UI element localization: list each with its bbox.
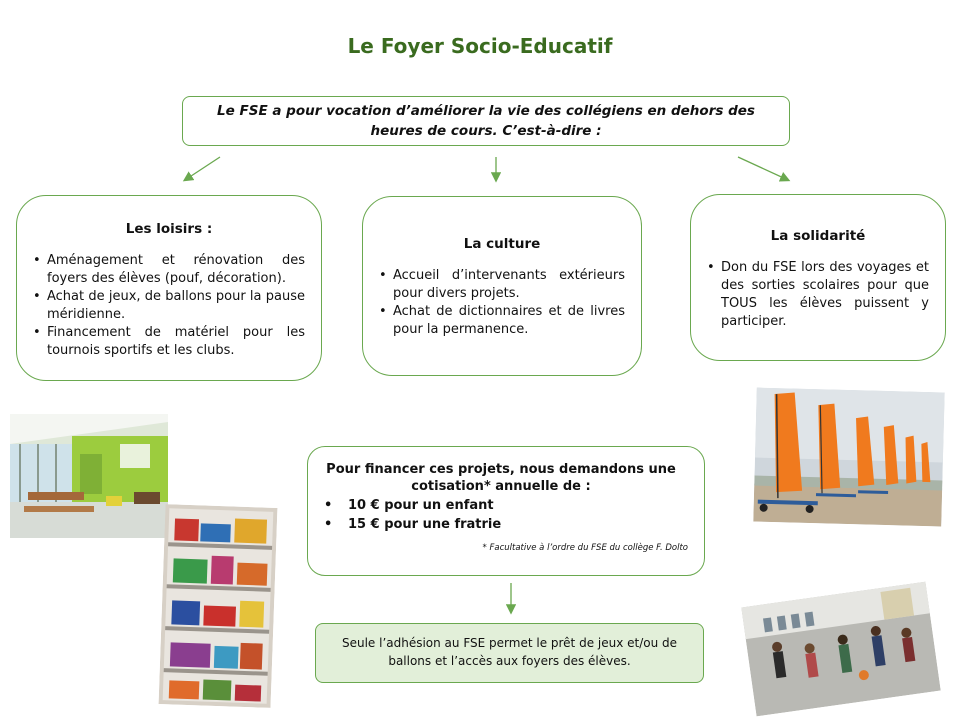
page-title: Le Foyer Socio-Educatif <box>347 34 613 58</box>
finance-heading: Pour financer ces projets, nous demandons une cotisation* annuelle de : <box>326 462 676 494</box>
photo-games-shelf <box>159 504 278 708</box>
intro-line-2: heures de cours. C’est-à-dire : <box>370 123 602 139</box>
list-item: • 15 € pour une fratrie <box>322 516 680 533</box>
photo-sand-yachts <box>753 388 944 527</box>
adhesion-line-1: Seule l’adhésion au FSE permet le prêt de jeux et/ou de <box>341 636 678 650</box>
card-culture-list <box>379 267 625 339</box>
card-solidarite <box>690 194 946 361</box>
photo-foyer-room <box>10 414 168 538</box>
card-solidarite-list <box>707 259 929 331</box>
card-loisirs-list <box>33 252 305 360</box>
arrow-to-solidarite <box>738 157 788 180</box>
list-item: • 10 € pour un enfant <box>322 497 680 514</box>
list-item: • Aménagement et rénovation des foyers des élèves (pouf, décoration). <box>33 252 305 288</box>
adhesion-line-2: ballons et l’accès aux foyers des élèves. <box>388 654 631 668</box>
finance-list <box>322 497 680 533</box>
list-item: • Achat de jeux, de ballons pour la pause méridienne. <box>33 288 305 324</box>
card-culture-heading: La culture <box>463 236 541 252</box>
list-item: • Achat de dictionnaires et de livres pour la permanence. <box>379 303 625 339</box>
card-solidarite-heading: La solidarité <box>770 228 866 244</box>
card-culture <box>362 196 642 376</box>
list-item: • Accueil d’intervenants extérieurs pour divers projets. <box>379 267 625 303</box>
list-item: • Financement de matériel pour les tournois sportifs et les clubs. <box>33 324 305 360</box>
card-loisirs-heading: Les loisirs : <box>125 221 213 237</box>
arrow-to-loisirs <box>185 157 220 180</box>
finance-note: * Facultative à l’ordre du FSE du collège F. Dolto <box>482 543 688 553</box>
finance-box <box>307 446 705 576</box>
intro-line-1: Le FSE a pour vocation d’améliorer la vie des collégiens en dehors des <box>217 103 755 119</box>
list-item: • Don du FSE lors des voyages et des sorties scolaires pour que TOUS les élèves puissent y participer. <box>707 259 929 331</box>
card-loisirs <box>16 195 322 381</box>
adhesion-box <box>315 623 704 683</box>
